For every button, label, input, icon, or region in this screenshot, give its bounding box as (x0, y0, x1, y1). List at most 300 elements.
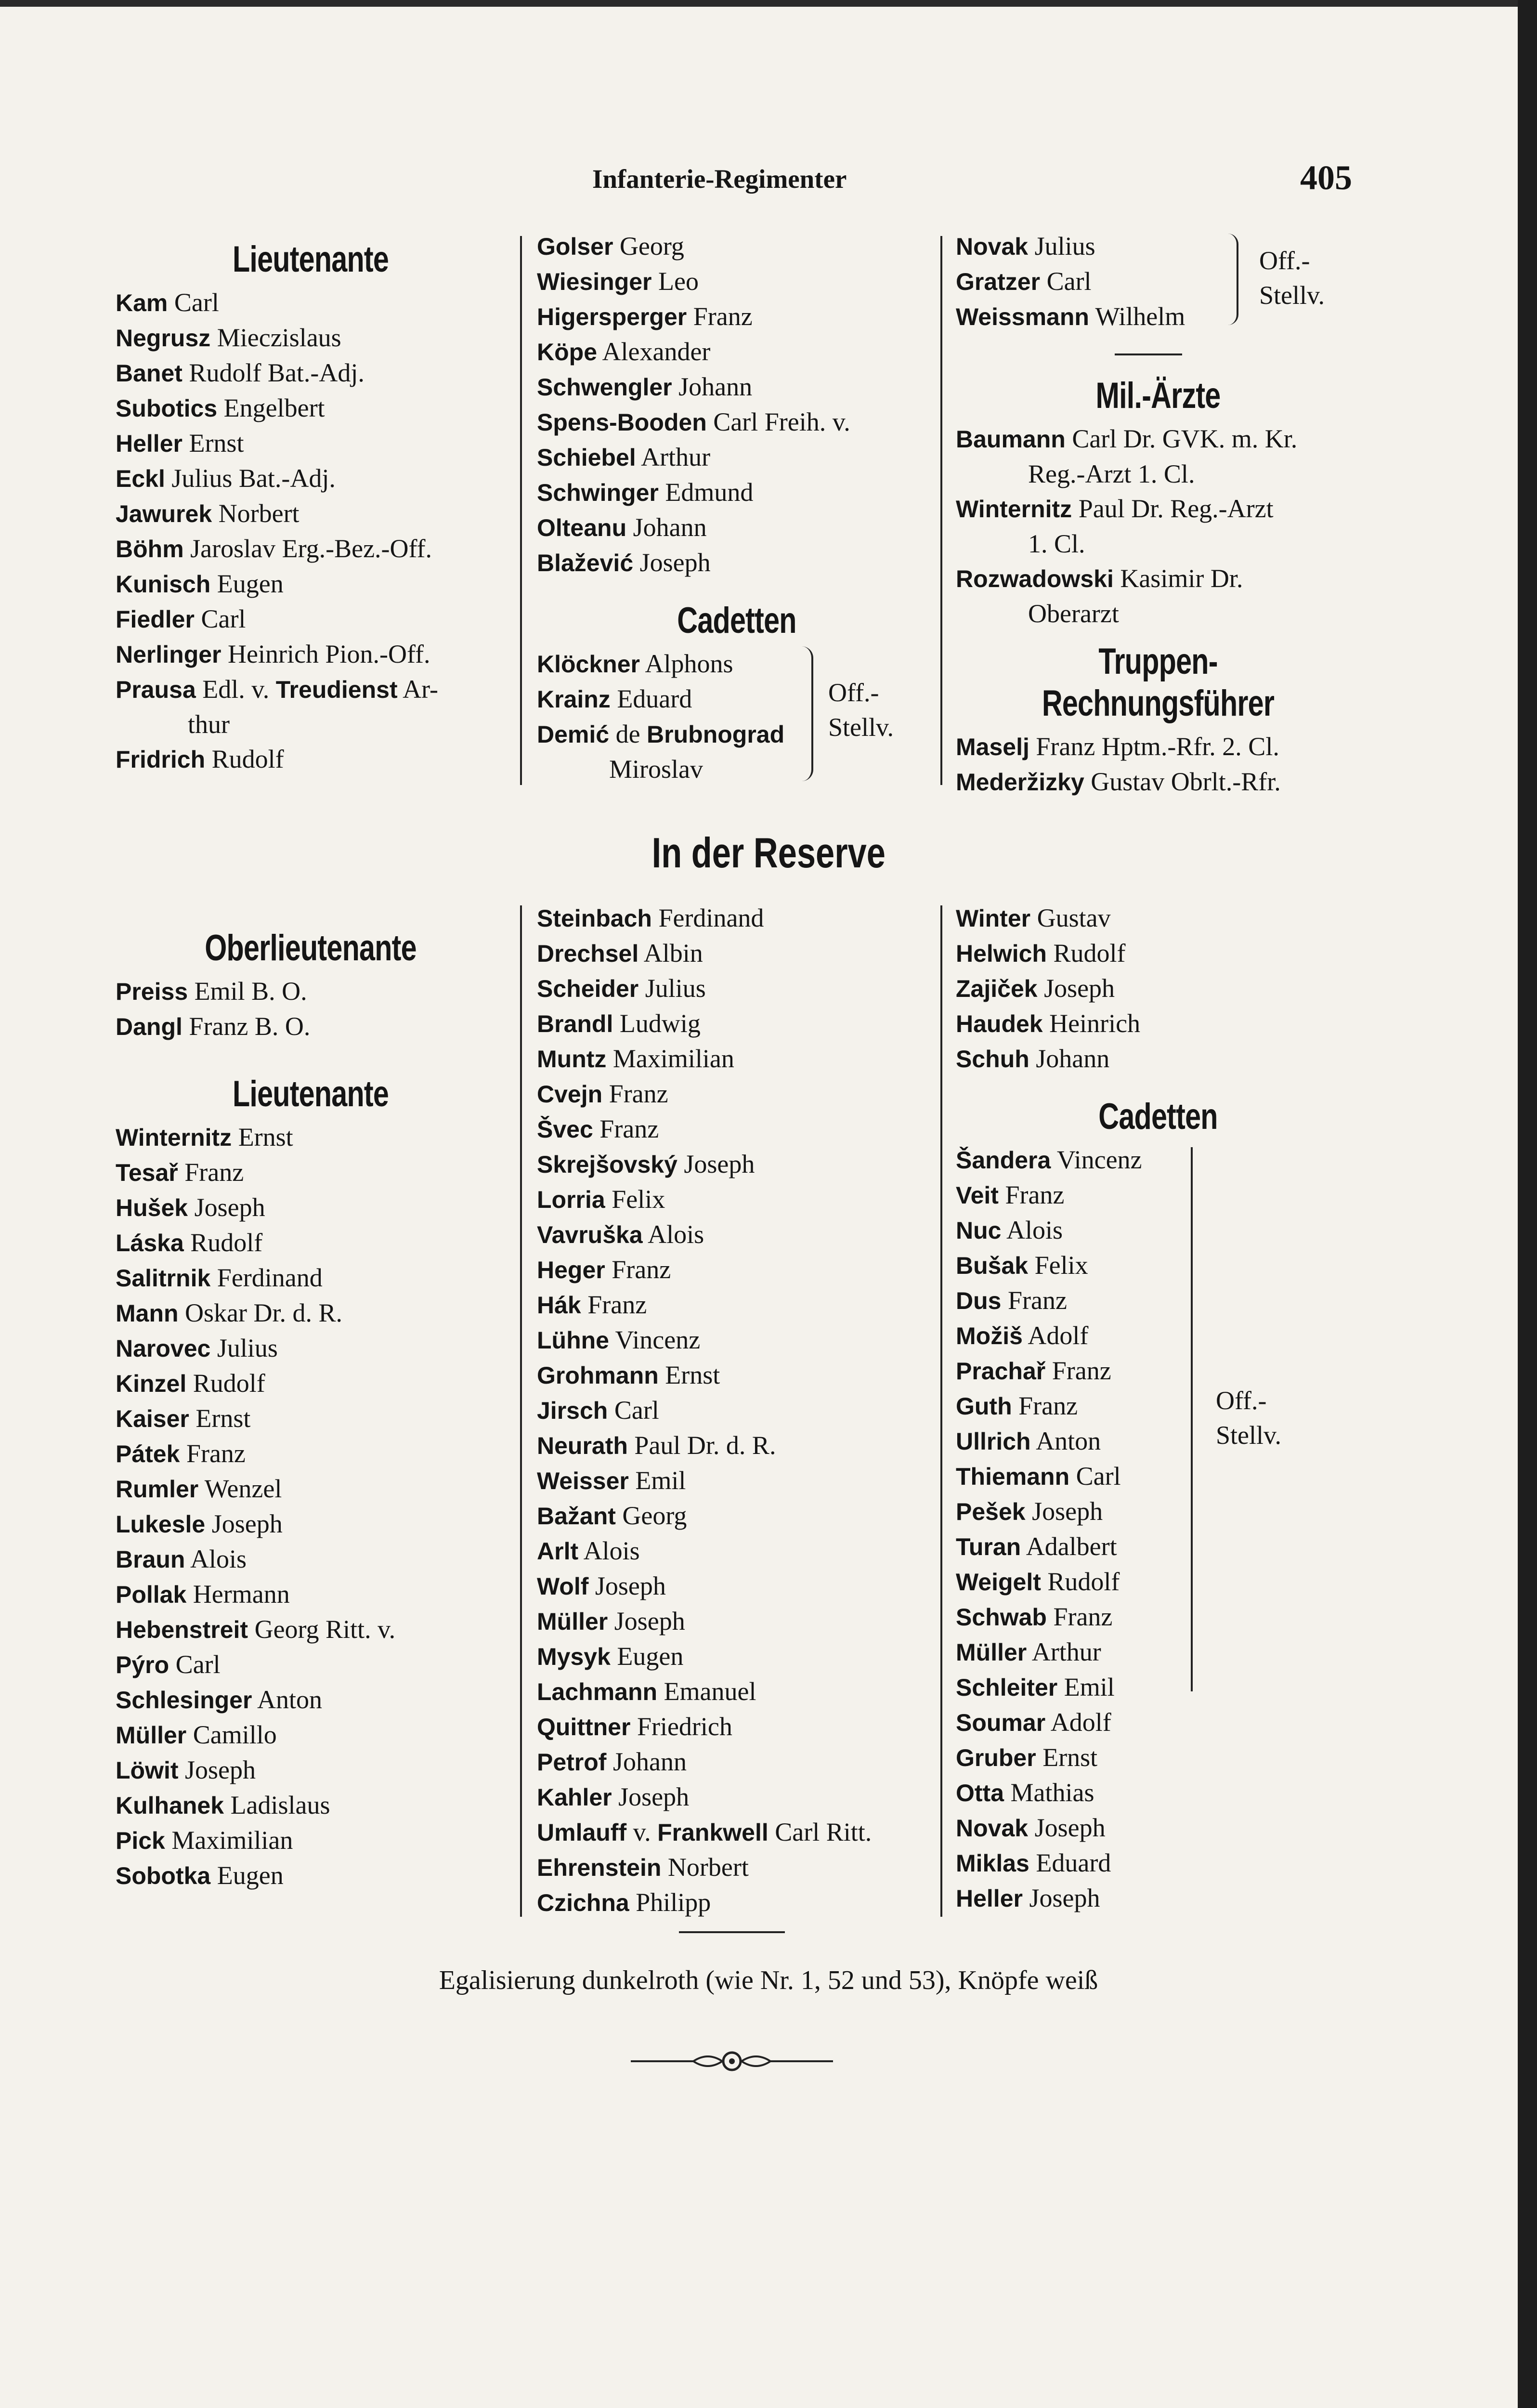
list-item (956, 1670, 1360, 1705)
list-item (956, 1213, 1360, 1248)
given-names: Ernst (189, 1404, 251, 1433)
list-item (537, 1428, 937, 1463)
list-item (956, 1810, 1360, 1845)
note-line: Off.- (1216, 1386, 1267, 1415)
active-col-1 (116, 238, 506, 777)
surname: Winternitz (116, 1124, 232, 1151)
list-item (116, 1788, 506, 1823)
surname: Šandera (956, 1147, 1051, 1174)
given-names: Alois (1001, 1216, 1063, 1244)
given-names: Joseph (1022, 1884, 1100, 1912)
name-list (537, 901, 937, 1920)
list-item (537, 971, 937, 1006)
section-heading: Lieutenante (232, 239, 389, 280)
surname: Drechsel (537, 940, 639, 967)
list-item (537, 1358, 937, 1393)
list-item (956, 764, 1360, 799)
given-names: de (609, 720, 647, 748)
given-names: Johann (626, 513, 707, 542)
surname: Scheider (537, 975, 639, 1002)
list-item (116, 1120, 506, 1155)
surname: Dus (956, 1287, 1002, 1314)
surname: Lorria (537, 1186, 605, 1213)
given-names: Ernst (232, 1123, 293, 1152)
given-names: Ernst (658, 1361, 720, 1389)
given-names: Anton (252, 1685, 322, 1714)
surname: Lukesle (116, 1511, 206, 1538)
list-item (537, 1639, 937, 1674)
entry-continuation (956, 526, 1360, 561)
list-item (956, 1529, 1360, 1564)
note-line: Stellv. (828, 713, 894, 742)
column-rule (520, 905, 522, 1917)
list-item (537, 1006, 937, 1041)
column-rule (940, 905, 942, 1917)
surname: Nerlinger (116, 641, 221, 668)
given-names: Ferdinand (651, 903, 764, 932)
entry-continuation (537, 752, 937, 786)
surname: Mann (116, 1300, 179, 1327)
list-item (956, 1599, 1360, 1635)
list-item (116, 1190, 506, 1225)
surname: Wolf (537, 1573, 589, 1600)
surname: Krainz (537, 686, 611, 713)
given-names: Johann (606, 1747, 687, 1776)
surname: Umlauff (537, 1819, 627, 1846)
given-names: Mathias (1004, 1778, 1094, 1807)
surname: Veit (956, 1182, 999, 1209)
given-names: v. (626, 1818, 658, 1846)
list-item (116, 566, 506, 602)
surname: Fridrich (116, 746, 206, 773)
given-names: Joseph (205, 1509, 283, 1538)
given-names: Alexander (597, 337, 711, 366)
surname: Kam (116, 289, 168, 316)
given-names: Anton (1030, 1426, 1101, 1455)
surname: Prausa (116, 676, 196, 703)
entry-continuation (956, 457, 1360, 491)
given-names: Joseph (677, 1150, 755, 1178)
surname: Klöckner (537, 651, 640, 678)
given-names: Franz (581, 1290, 647, 1319)
surname: Novak (956, 1815, 1029, 1842)
given-names: Arthur (636, 443, 711, 471)
given-names: Eduard (610, 684, 692, 713)
list-item (116, 1471, 506, 1506)
given-names: Oskar Dr. d. R. (178, 1298, 343, 1327)
given-names: Ernst (182, 429, 244, 458)
note-line: Off.- (1259, 246, 1310, 275)
given-names: Miroslav (609, 755, 703, 784)
surname: Heger (537, 1256, 605, 1283)
given-names: Julius (638, 974, 706, 1003)
list-item (116, 1155, 506, 1190)
given-names: Carl (1040, 267, 1092, 296)
surname: Hák (537, 1292, 581, 1319)
given-names: Eduard (1029, 1848, 1111, 1877)
given-names: Felix (605, 1185, 665, 1214)
list-item (956, 1459, 1360, 1494)
cadets-heading: Cadetten (677, 600, 796, 641)
list-item (537, 510, 937, 545)
surname: Winter (956, 905, 1031, 932)
surname: Sobotka (116, 1862, 211, 1889)
list-item (116, 1682, 506, 1717)
brace-note (828, 675, 894, 745)
surname: Novak (956, 233, 1029, 260)
list-item (537, 1709, 937, 1744)
given-names: Franz (687, 302, 753, 331)
name-list (116, 285, 506, 777)
surname: Köpe (537, 339, 597, 366)
given-names: Franz (1045, 1356, 1111, 1385)
given-names: Camillo (186, 1720, 277, 1749)
list-item (956, 561, 1360, 596)
given-names: Emil (1057, 1673, 1115, 1701)
given-names: Albin (638, 939, 703, 968)
surname: Quittner (537, 1714, 631, 1741)
accounts-heading: Truppen-Rechnungsführer (1042, 641, 1275, 724)
surname: Müller (116, 1722, 187, 1749)
list-item (956, 1006, 1360, 1041)
reserve-col-3 (956, 901, 1360, 1916)
list-item (537, 369, 937, 405)
list-item (537, 901, 937, 936)
list-item (956, 901, 1360, 936)
given-names: Jaroslav Erg.-Bez.-Off. (183, 534, 432, 563)
list-item (537, 1463, 937, 1498)
surname: Gratzer (956, 268, 1041, 295)
given-names: Leo (651, 267, 699, 296)
surname: Pešek (956, 1498, 1026, 1525)
section-heading: Oberlieutenante (205, 928, 417, 968)
list-item (116, 1331, 506, 1366)
footer-note: Egalisierung dunkelroth (wie Nr. 1, 52 und 53), Knöpfe weiß (439, 1965, 1098, 1995)
list-item (537, 264, 937, 299)
list-item (116, 461, 506, 496)
list-item (116, 1823, 506, 1858)
surname: Dangl (116, 1013, 182, 1040)
surname: Nuc (956, 1217, 1002, 1244)
surname: Zajiček (956, 975, 1038, 1002)
surname: Higersperger (537, 303, 687, 330)
list-item (956, 491, 1360, 526)
list-item (116, 531, 506, 566)
list-item (116, 355, 506, 391)
surname: Arlt (537, 1538, 579, 1565)
list-item (537, 1604, 937, 1639)
given-names: Julius Bat.-Adj. (165, 464, 336, 493)
surname: Löwit (116, 1757, 179, 1784)
given-names: Franz (602, 1079, 668, 1108)
given-names: Joseph (1025, 1497, 1103, 1526)
given-names: Heinrich (1042, 1009, 1141, 1038)
surname: Turan (956, 1533, 1021, 1560)
reserve-col-1 (116, 927, 506, 1893)
list-item (537, 334, 937, 369)
surname: Neurath (537, 1432, 628, 1459)
list-item (956, 1564, 1360, 1599)
list-item (956, 1353, 1360, 1388)
list-item (537, 1322, 937, 1358)
surname: Kunisch (116, 571, 211, 598)
given-names: Eugen (210, 569, 284, 598)
list-item (537, 1850, 937, 1885)
given-names: Carl Dr. GVK. m. Kr. (1065, 424, 1298, 453)
list-item (956, 1142, 1360, 1178)
given-names: Joseph (588, 1571, 666, 1600)
brace-note (1259, 243, 1325, 313)
scan-edge-right (1518, 0, 1537, 2408)
surname: Schiebel (537, 444, 636, 471)
entry-continuation (116, 707, 506, 742)
surname: Tesař (116, 1159, 178, 1186)
given-names: Engelbert (217, 393, 325, 422)
given-names: Franz (180, 1439, 246, 1468)
surname: Baumann (956, 426, 1066, 453)
given-names: Eugen (210, 1861, 284, 1890)
surname: Brandl (537, 1010, 613, 1037)
name-list (956, 421, 1360, 631)
surname: Böhm (116, 536, 184, 563)
list-item (956, 1318, 1360, 1353)
surname: Kahler (537, 1784, 612, 1811)
given-names: Julius (1028, 232, 1095, 261)
list-item (956, 1494, 1360, 1529)
name-list (116, 974, 506, 1044)
list-item (116, 391, 506, 426)
given-names: Ladislaus (224, 1791, 330, 1819)
list-item (116, 602, 506, 637)
surname: Blažević (537, 550, 634, 576)
list-item (116, 1612, 506, 1647)
given-names: Rudolf (183, 1228, 263, 1257)
list-item (537, 1147, 937, 1182)
name-list (116, 1120, 506, 1893)
surname: Kaiser (116, 1405, 189, 1432)
list-item (116, 1225, 506, 1260)
surname: Fiedler (116, 606, 195, 633)
surname: Rozwadowski (956, 565, 1114, 592)
surname: Preiss (116, 978, 188, 1005)
short-rule (1115, 353, 1182, 355)
surname: Skrejšovský (537, 1151, 677, 1178)
list-item (116, 496, 506, 531)
surname: Spens-Booden (537, 409, 707, 436)
surname: Müller (956, 1639, 1027, 1666)
surname: Vavruška (537, 1221, 643, 1248)
given-names: Oberarzt (1028, 599, 1119, 628)
surname: Jawurek (116, 500, 212, 527)
given-names: 1. Cl. (1028, 529, 1085, 558)
surname: Haudek (956, 1010, 1043, 1037)
surname: Ehrenstein (537, 1854, 662, 1881)
list-item (537, 1287, 937, 1322)
list-item (116, 1366, 506, 1401)
given-names: Joseph (178, 1755, 256, 1784)
given-names: Franz (1012, 1391, 1078, 1420)
given-names: Franz (605, 1255, 671, 1284)
list-item (956, 971, 1360, 1006)
surname: Pollak (116, 1581, 187, 1608)
list-item (537, 440, 937, 475)
given-names: Alois (185, 1544, 247, 1573)
given-names: Emil (628, 1466, 686, 1495)
list-item (537, 299, 937, 334)
running-header: Infanterie-Regimenter (592, 164, 847, 194)
surname: Kinzel (116, 1370, 187, 1397)
list-item (537, 229, 937, 264)
surname-2: Treudienst (275, 676, 398, 703)
given-names: Alphons (639, 649, 733, 678)
list-item (956, 1041, 1360, 1076)
section-heading: Lieutenante (232, 1073, 389, 1114)
list-item (956, 1881, 1360, 1916)
surname: Golser (537, 233, 613, 260)
list-item (537, 1569, 937, 1604)
given-names: Joseph (1028, 1813, 1106, 1842)
surname: Schwab (956, 1604, 1047, 1631)
given-names: Edmund (658, 478, 754, 507)
given-names: Gustav (1030, 903, 1111, 932)
note-line: Stellv. (1216, 1421, 1282, 1450)
list-item (116, 1753, 506, 1788)
list-item (956, 1388, 1360, 1424)
surname: Muntz (537, 1046, 607, 1073)
surname: Hebenstreit (116, 1616, 248, 1643)
given-names: Paul Dr. d. R. (627, 1431, 776, 1460)
name-list (956, 729, 1360, 799)
given-names: Franz (998, 1180, 1065, 1209)
list-item (116, 1506, 506, 1542)
given-names: Gustav Obrlt.-Rfr. (1084, 767, 1281, 796)
surname: Demić (537, 721, 610, 748)
surname: Láska (116, 1230, 184, 1256)
given-names: Vincenz (609, 1325, 701, 1354)
given-names: Georg Ritt. v. (248, 1615, 396, 1644)
list-item (956, 1740, 1360, 1775)
given-names: Ludwig (613, 1009, 701, 1038)
surname: Müller (537, 1608, 608, 1635)
given-names: Carl (608, 1396, 659, 1425)
brace (1228, 234, 1238, 325)
surname: Možiš (956, 1322, 1023, 1349)
reserve-title (0, 828, 1537, 877)
cadets-heading: Cadetten (1098, 1096, 1218, 1137)
surname: Mysyk (537, 1643, 611, 1670)
list-item (956, 1775, 1360, 1810)
list-item (956, 1178, 1360, 1213)
list-item (116, 1401, 506, 1436)
list-item (537, 1815, 937, 1850)
surname: Wiesinger (537, 268, 652, 295)
list-item (537, 1498, 937, 1533)
surname-2: Brubnograd (647, 721, 785, 748)
surname: Schwengler (537, 374, 672, 401)
given-names: Julius (210, 1334, 278, 1362)
surname: Miklas (956, 1850, 1029, 1877)
note-line: Off.- (828, 678, 879, 707)
given-names: Georg (615, 1501, 687, 1530)
given-names: Joseph (608, 1607, 685, 1636)
list-item (116, 1296, 506, 1331)
list-item (537, 1182, 937, 1217)
given-names: Vincenz (1051, 1145, 1142, 1174)
cadets-group (956, 1142, 1360, 1705)
page-number: 405 (1300, 158, 1352, 197)
given-names: Emil B. O. (188, 977, 307, 1006)
given-names: Rudolf (205, 745, 284, 773)
surname: Bažant (537, 1503, 616, 1530)
surname: Eckl (116, 465, 165, 492)
given-names: Franz (593, 1114, 659, 1143)
given-names: Hermann (186, 1580, 290, 1609)
cadets-group (537, 646, 937, 786)
surname: Helwich (956, 940, 1047, 967)
surname: Otta (956, 1780, 1004, 1806)
list-item (116, 1009, 506, 1044)
list-item (956, 1283, 1360, 1318)
list-item (956, 1635, 1360, 1670)
list-item (116, 426, 506, 461)
surname: Salitrnik (116, 1265, 211, 1292)
surname: Narovec (116, 1335, 211, 1362)
list-item (537, 1674, 937, 1709)
surname: Pátek (116, 1440, 180, 1467)
list-item (537, 1533, 937, 1569)
given-names: Norbert (661, 1853, 749, 1882)
surname: Jirsch (537, 1397, 608, 1424)
given-names: Friedrich (630, 1712, 732, 1741)
surname: Czichna (537, 1889, 629, 1916)
given-names: Franz (1001, 1286, 1067, 1315)
given-names: Joseph (1037, 974, 1115, 1003)
given-names: Carl Freih. v. (706, 407, 850, 436)
surname: Banet (116, 360, 182, 387)
surname: Heller (116, 430, 182, 457)
surname: Prachař (956, 1358, 1046, 1385)
list-item (116, 1647, 506, 1682)
surname: Heller (956, 1885, 1023, 1912)
list-item (956, 1705, 1360, 1740)
given-names: Maximilian (606, 1044, 734, 1073)
reserve-col-2 (537, 901, 937, 1920)
list-item (537, 1217, 937, 1252)
given-names: Wenzel (198, 1474, 282, 1503)
list-item (116, 1717, 506, 1753)
given-names: Adolf (1022, 1321, 1089, 1350)
list-item (116, 742, 506, 777)
name-list (956, 901, 1360, 1076)
active-col-3 (956, 229, 1360, 799)
surname: Thiemann (956, 1463, 1070, 1490)
given-names: Kasimir Dr. (1113, 564, 1243, 593)
surname: Petrof (537, 1749, 607, 1776)
list-item (956, 936, 1360, 971)
given-names: Heinrich Pion.-Off. (221, 640, 430, 668)
top-group (956, 229, 1360, 334)
surname: Schlesinger (116, 1687, 252, 1714)
surname: Gruber (956, 1744, 1036, 1771)
surname: Weigelt (956, 1569, 1041, 1596)
surname: Pýro (116, 1651, 169, 1678)
list-item (537, 1744, 937, 1780)
surname: Švec (537, 1116, 593, 1143)
given-names: Joseph (188, 1193, 265, 1222)
list-item (956, 729, 1360, 764)
given-names: Rudolf Bat.-Adj. (182, 358, 365, 387)
given-names: Mieczislaus (210, 323, 341, 352)
